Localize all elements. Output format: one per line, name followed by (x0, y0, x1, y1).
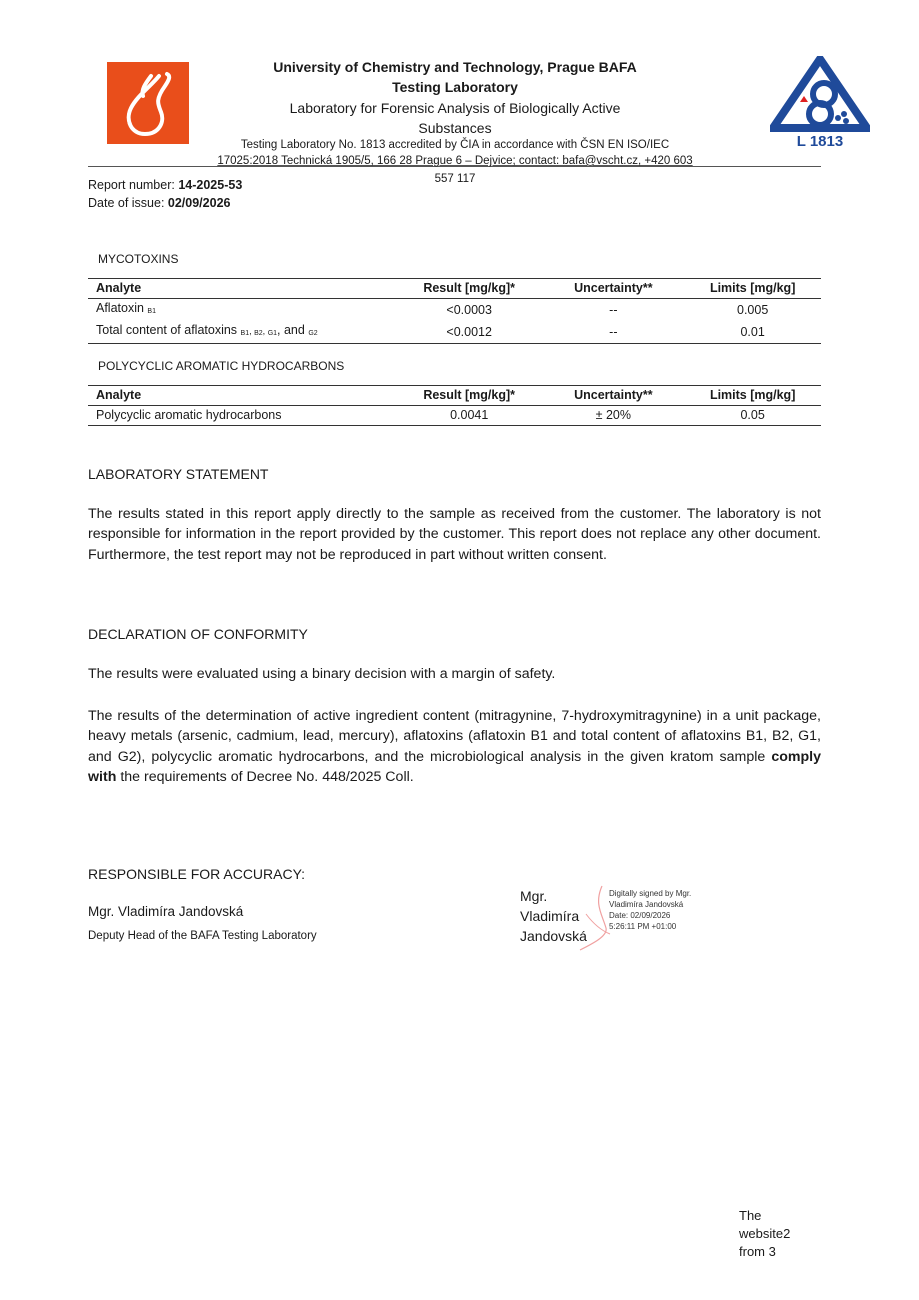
page-footer (739, 1207, 790, 1261)
signature-name-line: Vladimíra (520, 908, 580, 924)
table-row (88, 321, 821, 344)
table-header-row (88, 279, 821, 299)
digital-signature-details[interactable] (609, 888, 691, 932)
column-header-limits: Limits [mg/kg] (709, 388, 796, 402)
separator: , (249, 326, 255, 336)
accreditation-logo (770, 56, 870, 148)
report-number-label: Report number: (88, 178, 179, 192)
declaration-text-2-end: the requirements of Decree No. 448/2025 Coll. (116, 769, 414, 786)
analyte-subscript: G1 (267, 330, 278, 337)
issue-date (88, 196, 230, 210)
result-cell: <0.0012 (446, 324, 492, 339)
analyte-cell (88, 299, 388, 322)
lab-name-line2: Substances (418, 120, 492, 136)
declaration-emphasis: comply with (88, 748, 821, 786)
column-header-analyte: Analyte (96, 281, 142, 295)
droplet-logo-icon (107, 62, 189, 144)
analyte-subscript: B1 (240, 330, 250, 337)
responsible-title: RESPONSIBLE FOR ACCURACY: (88, 866, 306, 882)
signer-role: Deputy Head of the BAFA Testing Laboratory (88, 930, 317, 942)
signature-date: Date: 02/09/2026 (609, 911, 671, 920)
uncertainty-cell: -- (609, 302, 618, 317)
signature-time: 5:26:11 PM +01:00 (609, 922, 677, 931)
issue-date-label: Date of issue: (88, 196, 168, 210)
column-header-result: Result [mg/kg]* (423, 388, 516, 402)
signature-name-line: Mgr. (520, 888, 548, 904)
pah-table (88, 385, 821, 426)
analyte-subscript: B2 (254, 330, 263, 337)
limit-cell: 0.05 (740, 408, 765, 422)
declaration-text-1: The results were evaluated using a binary decision with a margin of safety. (88, 666, 556, 682)
table-header-row (88, 386, 821, 406)
analyte-name: Total content of aflatoxins (96, 323, 241, 337)
footer-line: website2 (739, 1226, 791, 1241)
signature-detail-line: Digitally signed by Mgr. (609, 889, 692, 898)
laboratory-statement-title: LABORATORY STATEMENT (88, 466, 269, 482)
accreditation-line1: Testing Laboratory No. 1813 accredited by ČIA in accordance with ČSN EN ISO/IEC (240, 139, 670, 151)
footer-line: The (739, 1208, 762, 1223)
signer-name: Mgr. Vladimíra Jandovská (88, 904, 244, 919)
analyte-subscript: B1 (147, 308, 156, 315)
analyte-cell: Polycyclic aromatic hydrocarbons (96, 408, 282, 422)
signature-name-line: Jandovská (520, 928, 587, 944)
report-number (88, 178, 242, 192)
table-row (88, 406, 821, 426)
table-row (88, 299, 821, 322)
accreditation-number: L 1813 (796, 133, 844, 148)
issue-date-value: 02/09/2026 (167, 196, 231, 210)
lab-name-line1: Laboratory for Forensic Analysis of Biologically Active (289, 100, 621, 116)
mycotoxins-title: MYCOTOXINS (98, 252, 179, 266)
declaration-title: DECLARATION OF CONFORMITY (88, 626, 308, 642)
column-header-limits: Limits [mg/kg] (709, 281, 796, 295)
accreditation-line3: 557 117 (434, 173, 476, 185)
pah-title: POLYCYCLIC AROMATIC HYDROCARBONS (98, 359, 345, 373)
footer-line: from 3 (739, 1244, 776, 1259)
uncertainty-cell: ± 20% (595, 408, 631, 422)
signature-detail-line: Vladimíra Jandovská (609, 900, 684, 909)
column-header-uncertainty: Uncertainty** (574, 281, 653, 295)
declaration-text-2-start: The results of the determination of active ingredient content (mitragynine, 7-hydroxymitragynine) in a unit package, heavy metals (arsenic, cadmium, lead, mercury), aflatoxins (aflatoxin B1 and total content of aflatoxins B1, B2, G1, and G2), polycyclic aromatic hydrocarbons, and the microbiological analysis in the given kratom sample (88, 708, 821, 765)
uncertainty-cell: -- (609, 324, 618, 339)
institution-name: University of Chemistry and Technology, Prague BAFA (273, 59, 637, 75)
vscht-logo (107, 62, 189, 144)
limit-cell: 0.01 (740, 324, 765, 339)
analyte-subscript: G2 (308, 330, 318, 337)
analyte-cell (88, 321, 388, 344)
mycotoxins-table (88, 278, 821, 344)
signature-stroke-icon (572, 884, 612, 954)
column-header-analyte: Analyte (96, 388, 142, 402)
report-number-value: 14-2025-53 (178, 178, 243, 192)
laboratory-statement-text: The results stated in this report apply directly to the sample as received from the customer. The laboratory is not responsible for information in the report provided by the customer. This report does not replace any other document. Furthermore, the test report may not be reproduced in part without written consent. (88, 506, 821, 563)
result-cell: <0.0003 (446, 302, 492, 317)
limit-cell: 0.005 (737, 302, 769, 317)
analyte-name: Aflatoxin (96, 301, 148, 315)
separator: , (262, 326, 268, 336)
column-header-uncertainty: Uncertainty** (574, 388, 653, 402)
result-cell: 0.0041 (450, 408, 489, 422)
accreditation-triangle-icon (770, 56, 870, 148)
separator: , and (277, 323, 309, 337)
accreditation-line2: 17025:2018 Technická 1905/5, 166 28 Prague 6 – Dejvice; contact: bafa@vscht.cz, +420 603 (217, 155, 693, 167)
declaration-text-2 (88, 706, 821, 788)
column-header-result: Result [mg/kg]* (423, 281, 516, 295)
unit-name: Testing Laboratory (392, 79, 518, 95)
